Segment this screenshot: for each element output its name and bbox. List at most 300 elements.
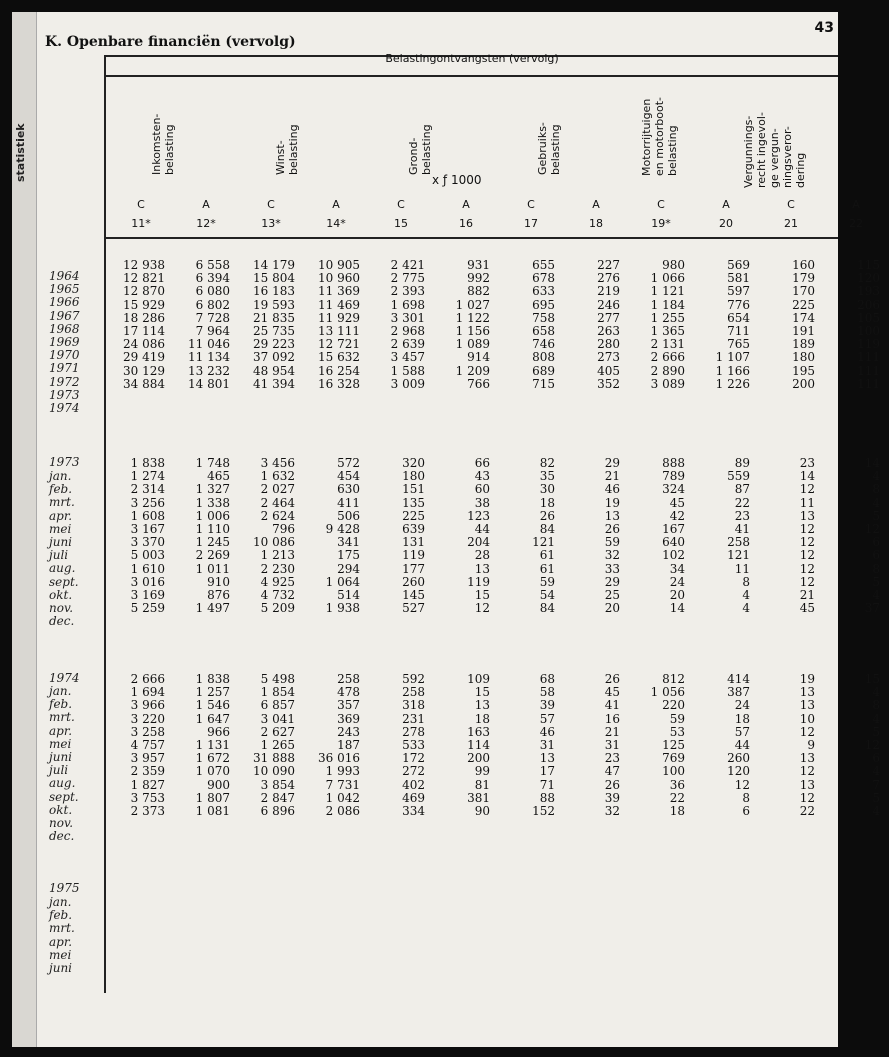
table-cell: 4 xyxy=(872,685,880,700)
table-cell: 581 xyxy=(727,271,750,286)
table-cell: 3 016 xyxy=(130,574,165,589)
table-cell: 1 066 xyxy=(650,271,685,286)
table-cell: 11 929 xyxy=(318,310,360,325)
table-cell: 225 xyxy=(792,297,815,312)
table-cell: 1 213 xyxy=(260,548,295,563)
table-cell: 18 xyxy=(734,711,750,726)
table-cell: 193 xyxy=(857,284,880,299)
table-row xyxy=(108,751,880,766)
table-cell: 1 827 xyxy=(130,777,165,792)
table-cell: 2 847 xyxy=(260,790,295,805)
table-cell: 2 230 xyxy=(260,561,295,576)
column-code: A xyxy=(462,198,470,211)
table-cell: 34 xyxy=(669,561,685,576)
month-label: juli xyxy=(49,548,69,563)
table-cell: 7 964 xyxy=(195,324,230,338)
table-cell: 119 xyxy=(467,574,490,589)
year-label: 1973 xyxy=(49,387,80,402)
table-cell: 41 xyxy=(734,522,750,536)
table-cell: 45 xyxy=(799,601,815,616)
month-label: feb. xyxy=(49,697,73,712)
table-cell: 20 xyxy=(604,601,620,616)
table-cell: 26 xyxy=(604,777,620,792)
table-cell: 769 xyxy=(662,751,685,766)
table-cell: 10 086 xyxy=(253,535,295,550)
table-cell: 6 xyxy=(872,548,880,563)
table-cell: 119 xyxy=(857,337,880,352)
table-cell: 115 xyxy=(857,258,880,272)
table-cell: 597 xyxy=(727,284,750,299)
table-cell: 111 xyxy=(857,376,880,391)
table-cell: 29 xyxy=(604,456,620,470)
table-cell: 8 xyxy=(872,482,880,497)
table-cell: 81 xyxy=(474,777,490,792)
month-label: aug. xyxy=(49,561,76,576)
month-label: mrt. xyxy=(49,710,75,725)
table-row xyxy=(108,337,880,352)
table-cell: 61 xyxy=(539,548,555,563)
column-code: C xyxy=(137,198,145,211)
table-cell: 263 xyxy=(597,324,620,338)
month-label: jan. xyxy=(49,469,72,483)
column-code: C xyxy=(397,198,405,211)
table-row xyxy=(108,685,880,700)
table-cell: 5 xyxy=(872,724,880,739)
month-label: sept. xyxy=(49,574,79,589)
year-1975-label: 1975 xyxy=(49,881,80,895)
table-cell: 170 xyxy=(792,284,815,299)
month-label: mrt. xyxy=(49,495,75,510)
table-cell: 10 905 xyxy=(318,258,360,272)
table-cell: 3 009 xyxy=(390,376,425,391)
table-cell: 20 xyxy=(669,588,685,602)
table-cell: 29 223 xyxy=(253,337,295,352)
table-cell: 8 xyxy=(742,574,750,589)
table-cell: 1 647 xyxy=(195,711,230,726)
table-cell: 31 888 xyxy=(253,751,295,766)
table-cell: 6 802 xyxy=(195,297,230,312)
table-cell: 219 xyxy=(597,284,620,299)
table-cell: 33 xyxy=(604,561,620,576)
table-cell: 10 090 xyxy=(253,764,295,779)
table-cell: 6 080 xyxy=(195,284,230,299)
table-cell: 3 957 xyxy=(130,751,165,766)
table-cell: 2 890 xyxy=(650,363,685,378)
year-label: 1970 xyxy=(49,348,80,363)
table-cell: 7 728 xyxy=(195,310,230,325)
year-label: 1971 xyxy=(49,361,80,376)
table-cell: 172 xyxy=(402,751,425,766)
table-cell: 1 694 xyxy=(130,685,165,700)
table-cell: 658 xyxy=(532,324,555,338)
table-cell: 44 xyxy=(474,522,490,536)
table-cell: 1 327 xyxy=(195,482,230,497)
table-cell: 655 xyxy=(532,258,555,272)
table-cell: 357 xyxy=(337,698,360,713)
table-row xyxy=(108,258,880,272)
table-cell: 38 xyxy=(474,495,490,510)
table-cell: 200 xyxy=(792,376,815,391)
table-cell: 1 131 xyxy=(195,738,230,752)
table-cell: 13 xyxy=(799,508,815,523)
table-cell: 711 xyxy=(727,324,750,338)
table-cell: 1 672 xyxy=(195,751,230,766)
table-cell: 2 775 xyxy=(390,271,425,286)
table-cell: 910 xyxy=(207,574,230,589)
table-cell: 22 xyxy=(734,495,750,510)
table-cell: 12 xyxy=(799,574,815,589)
table-cell: 12 xyxy=(799,482,815,497)
table-cell: 24 086 xyxy=(123,337,165,352)
table-cell: 272 xyxy=(402,764,425,779)
table-cell: 3 456 xyxy=(260,456,295,470)
table-cell: 1 245 xyxy=(195,535,230,550)
table-cell: 4 xyxy=(742,588,750,602)
table-cell: 2 393 xyxy=(390,284,425,299)
table-cell: 18 xyxy=(669,804,685,818)
table-cell: 31 xyxy=(604,738,620,752)
table-cell: 163 xyxy=(467,724,490,739)
table-cell: 4 xyxy=(742,601,750,616)
table-cell: 36 016 xyxy=(318,751,360,766)
table-cell: 220 xyxy=(662,698,685,713)
column-code: A xyxy=(722,198,730,211)
table-left-rule xyxy=(104,55,106,993)
table-cell: 36 xyxy=(669,777,685,792)
table-cell: 111 xyxy=(857,363,880,378)
table-cell: 273 xyxy=(597,350,620,365)
table-cell: 966 xyxy=(207,724,230,739)
table-cell: 120 xyxy=(857,271,880,286)
month-label: jan. xyxy=(49,895,72,909)
table-cell: 3 089 xyxy=(650,376,685,391)
year-label: 1967 xyxy=(49,308,80,323)
table-cell: 21 xyxy=(799,588,815,602)
table-cell: 746 xyxy=(532,337,555,352)
table-cell: 2 627 xyxy=(260,724,295,739)
table-cell: 639 xyxy=(402,522,425,536)
table-cell: 23 xyxy=(799,456,815,470)
table-cell: 29 xyxy=(604,574,620,589)
table-cell: 9 xyxy=(807,738,815,752)
table-cell: 32 xyxy=(604,804,620,818)
table-cell: 411 xyxy=(337,495,360,510)
table-cell: 882 xyxy=(467,284,490,299)
table-cell: 4 732 xyxy=(260,588,295,602)
table-cell: 1 027 xyxy=(455,297,490,312)
table-cell: 111 xyxy=(857,350,880,365)
year-label: 1974 xyxy=(49,401,80,415)
table-cell: 22 xyxy=(799,804,815,818)
table-cell: 9 428 xyxy=(325,522,360,536)
column-number: 14* xyxy=(326,217,346,230)
month-label: nov. xyxy=(49,601,74,615)
table-cell: 1 209 xyxy=(455,363,490,378)
table-cell: 84 xyxy=(539,601,555,616)
table-cell: 11 046 xyxy=(188,337,230,352)
table-cell: 246 xyxy=(597,297,620,312)
table-cell: 900 xyxy=(207,777,230,792)
table-row xyxy=(108,548,880,563)
table-cell: 59 xyxy=(539,574,555,589)
table-cell: 45 xyxy=(669,495,685,510)
table-cell: 258 xyxy=(337,672,360,686)
page-number: 43 xyxy=(814,20,834,36)
table-cell: 2 464 xyxy=(260,495,295,510)
table-cell: 10 xyxy=(799,711,815,726)
table-cell: 11 369 xyxy=(318,284,360,299)
table-cell: 125 xyxy=(662,738,685,752)
table-cell: 84 xyxy=(539,522,555,536)
column-header-motorrijtuigen: Motorrijtuigen en motorboot- belasting xyxy=(640,97,679,176)
table-cell: 258 xyxy=(402,685,425,700)
table-cell: 276 xyxy=(597,271,620,286)
table-cell: 931 xyxy=(467,258,490,272)
table-row xyxy=(108,764,880,779)
table-cell: 180 xyxy=(792,350,815,365)
table-cell: 41 xyxy=(604,698,620,713)
table-row xyxy=(108,508,880,523)
table-cell: 12 xyxy=(734,777,750,792)
table-cell: 1 838 xyxy=(195,672,230,686)
table-cell: 37 092 xyxy=(253,350,295,365)
table-row xyxy=(108,672,880,686)
table-cell: 13 xyxy=(474,698,490,713)
column-number: 11* xyxy=(131,217,151,230)
table-cell: 57 xyxy=(539,711,555,726)
table-cell: 1 064 xyxy=(325,574,360,589)
table-cell: 812 xyxy=(662,672,685,686)
table-cell: 695 xyxy=(532,297,555,312)
table-cell: 1 588 xyxy=(390,363,425,378)
table-cell: 559 xyxy=(727,469,750,484)
table-row xyxy=(108,588,880,602)
table-cell: 2 269 xyxy=(195,548,230,563)
table-cell: 12 xyxy=(799,522,815,536)
table-cell: 102 xyxy=(662,548,685,563)
table-cell: 2 131 xyxy=(650,337,685,352)
table-cell: 1 546 xyxy=(195,698,230,713)
table-cell: 405 xyxy=(597,363,620,378)
table-cell: 6 394 xyxy=(195,271,230,286)
table-cell: 195 xyxy=(792,363,815,378)
table-cell: 3 220 xyxy=(130,711,165,726)
table-cell: 876 xyxy=(207,588,230,602)
table-cell: 39 xyxy=(539,698,555,713)
table-row xyxy=(108,738,880,752)
table-cell: 17 xyxy=(539,764,555,779)
table-cell: 30 xyxy=(539,482,555,497)
table-cell: 4 xyxy=(872,764,880,779)
table-cell: 24 xyxy=(734,698,750,713)
table-cell: 1 632 xyxy=(260,469,295,484)
table-cell: 191 xyxy=(792,324,815,338)
table-cell: 15 632 xyxy=(318,350,360,365)
table-row xyxy=(108,574,880,589)
table-cell: 167 xyxy=(662,522,685,536)
table-cell: 11 xyxy=(799,495,815,510)
table-cell: 1 166 xyxy=(715,363,750,378)
table-cell: 258 xyxy=(727,535,750,550)
month-label: mei xyxy=(49,736,72,751)
month-label: sept. xyxy=(49,789,79,804)
table-cell: 640 xyxy=(662,535,685,550)
table-cell: 765 xyxy=(727,337,750,352)
table-cell: 12 xyxy=(799,561,815,576)
column-number: 22 xyxy=(849,217,863,230)
table-cell: 914 xyxy=(467,350,490,365)
table-cell: 12 xyxy=(799,724,815,739)
table-cell: 100 xyxy=(662,764,685,779)
table-cell: 12 821 xyxy=(123,271,165,286)
column-code: C xyxy=(657,198,665,211)
table-cell: 3 457 xyxy=(390,350,425,365)
table-row xyxy=(108,804,880,818)
table-cell: 18 286 xyxy=(123,310,165,325)
table-cell: 808 xyxy=(532,350,555,365)
table-cell: 22 xyxy=(669,790,685,805)
table-row xyxy=(108,522,880,536)
table-cell: 19 593 xyxy=(253,297,295,312)
column-code: C xyxy=(787,198,795,211)
column-number: 17 xyxy=(524,217,538,230)
table-cell: 527 xyxy=(402,601,425,616)
table-cell: 109 xyxy=(467,672,490,686)
table-cell: 2 421 xyxy=(390,258,425,272)
table-cell: 13 xyxy=(799,751,815,766)
table-cell: 179 xyxy=(792,271,815,286)
table-row xyxy=(108,482,880,497)
table-cell: 231 xyxy=(402,711,425,726)
table-cell: 1 807 xyxy=(195,790,230,805)
table-cell: 689 xyxy=(532,363,555,378)
column-code: A xyxy=(592,198,600,211)
table-cell: 3 258 xyxy=(130,724,165,739)
table-cell: 465 xyxy=(207,469,230,484)
table-cell: 1 838 xyxy=(130,456,165,470)
table-cell: 41 394 xyxy=(253,376,295,391)
table-cell: 145 xyxy=(402,588,425,602)
table-cell: 1 006 xyxy=(195,508,230,523)
table-row xyxy=(108,535,880,550)
table-cell: 16 328 xyxy=(318,376,360,391)
table-cell: 3 169 xyxy=(130,588,165,602)
table-cell: 12 xyxy=(474,601,490,616)
table-cell: 120 xyxy=(727,764,750,779)
table-cell: 53 xyxy=(669,724,685,739)
table-row xyxy=(108,790,880,805)
table-row xyxy=(108,561,880,576)
table-cell: 12 xyxy=(799,535,815,550)
table-cell: 514 xyxy=(337,588,360,602)
table-cell: 15 929 xyxy=(123,297,165,312)
month-label: mei xyxy=(49,521,72,536)
table-cell: 60 xyxy=(474,482,490,497)
table-cell: 119 xyxy=(402,548,425,563)
month-label: apr. xyxy=(49,508,73,523)
table-cell: 2 359 xyxy=(130,764,165,779)
table-cell: 1 107 xyxy=(715,350,750,365)
table-cell: 44 xyxy=(734,738,750,752)
table-cell: 14 xyxy=(669,601,685,616)
table-cell: 12 721 xyxy=(318,337,360,352)
table-cell: 4 xyxy=(872,804,880,818)
table-cell: 15 xyxy=(864,672,880,686)
table-cell: 341 xyxy=(337,535,360,550)
table-cell: 151 xyxy=(402,482,425,497)
table-cell: 187 xyxy=(337,738,360,752)
table-cell: 99 xyxy=(474,764,490,779)
table-cell: 59 xyxy=(604,535,620,550)
table-cell: 5 xyxy=(872,574,880,589)
table-cell: 11 xyxy=(734,561,750,576)
table-cell: 26 xyxy=(604,522,620,536)
table-cell: 54 xyxy=(539,588,555,602)
table-cell: 16 xyxy=(604,711,620,726)
table-cell: 5 498 xyxy=(260,672,295,686)
table-cell: 506 xyxy=(337,508,360,523)
table-cell: 28 xyxy=(474,548,490,563)
table-cell: 16 254 xyxy=(318,363,360,378)
table-cell: 2 666 xyxy=(650,350,685,365)
table-cell: 121 xyxy=(532,535,555,550)
table-cell: 469 xyxy=(402,790,425,805)
table-cell: 13 xyxy=(539,751,555,766)
table-cell: 61 xyxy=(539,561,555,576)
table-row xyxy=(108,271,880,286)
column-number: 13* xyxy=(261,217,281,230)
table-cell: 131 xyxy=(402,535,425,550)
table-cell: 42 xyxy=(669,508,685,523)
column-code: A xyxy=(202,198,210,211)
month-label: apr. xyxy=(49,723,73,738)
table-cell: 1 056 xyxy=(650,685,685,700)
table-cell: 352 xyxy=(597,376,620,391)
table-cell: 1 698 xyxy=(390,297,425,312)
table-row xyxy=(108,376,880,391)
year-label: 1968 xyxy=(49,321,80,336)
table-cell: 1 365 xyxy=(650,324,685,338)
month-label: feb. xyxy=(49,908,73,923)
edge-text: statistiek xyxy=(14,123,27,182)
table-cell: 2 968 xyxy=(390,324,425,338)
table-cell: 59 xyxy=(669,711,685,726)
table-cell: 189 xyxy=(792,337,815,352)
table-row xyxy=(108,601,880,616)
table-cell: 152 xyxy=(532,804,555,818)
table-cell: 46 xyxy=(604,482,620,497)
month-label: juni xyxy=(49,961,73,975)
year-1973-label: 1973 xyxy=(49,455,80,469)
table-cell: 2 639 xyxy=(390,337,425,352)
table-cell: 1 257 xyxy=(195,685,230,700)
table-cell: 2 027 xyxy=(260,482,295,497)
column-number: 19* xyxy=(651,217,671,230)
table-cell: 2 624 xyxy=(260,508,295,523)
table-cell: 3 301 xyxy=(390,310,425,325)
section-title: K. Openbare financiën (vervolg) xyxy=(45,34,296,50)
table-cell: 4 xyxy=(872,711,880,726)
table-cell: 32 xyxy=(604,548,620,563)
table-cell: 334 xyxy=(402,804,425,818)
table-cell: 175 xyxy=(337,548,360,563)
header-bottom-rule xyxy=(104,237,838,239)
page-edge xyxy=(12,12,37,1047)
table-cell: 630 xyxy=(337,482,360,497)
table-cell: 227 xyxy=(597,258,620,272)
unit-label: x ƒ 1000 xyxy=(432,173,482,187)
table-cell: 105 xyxy=(857,310,880,325)
